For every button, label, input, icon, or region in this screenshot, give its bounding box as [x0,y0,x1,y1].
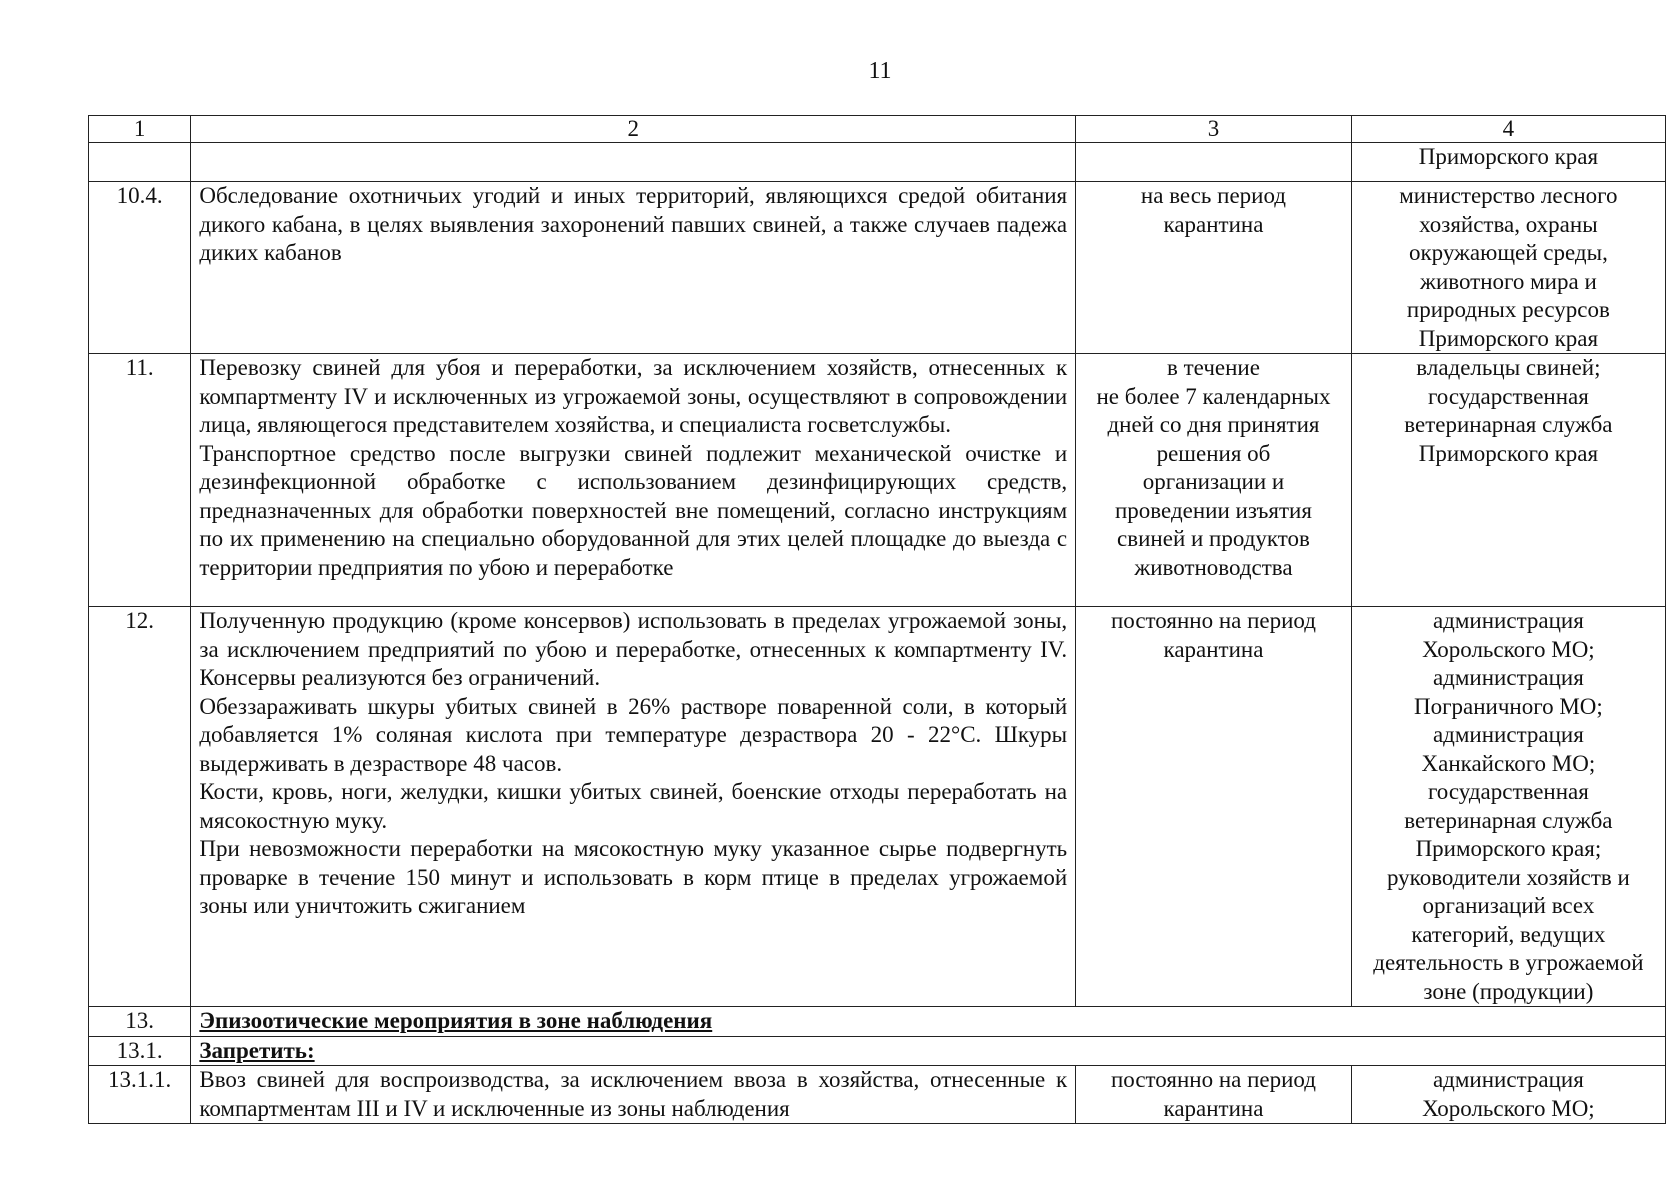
period-line: карантина [1163,636,1264,662]
responsible-line: организаций всех [1422,893,1595,918]
responsible-line: природных ресурсов [1406,297,1610,322]
period-line: не более 7 календарных [1096,383,1331,409]
measure-text [191,1066,1076,1124]
responsible-line: администрация [1432,608,1584,633]
period-line: карантина [1163,211,1264,237]
measure-text [191,354,1076,607]
responsible-line: Пограничного МО; [1413,693,1603,719]
measure-text [191,143,1076,182]
measure-paragraph: При невозможности переработки на мясокостную муку указанное сырье подвергнуть проварке в течение 150 минут и использовать в корм птице в пределах угрожаемой зоны или уничтожить сжиганием [199,836,1068,918]
period-cell [1076,607,1352,1007]
table-row [89,1066,1666,1124]
period-line: организации и [1142,469,1285,494]
table-header-row [89,116,1666,143]
responsible-line: администрация [1432,1067,1584,1092]
responsible-line: Приморского края [1418,144,1599,169]
section-heading: Эпизоотические мероприятия в зоне наблюдения [191,1007,1666,1037]
row-number: 13.1. [89,1036,191,1066]
responsible-cell [1351,607,1665,1007]
responsible-line: государственная [1427,779,1589,804]
responsible-line: деятельность в угрожаемой [1373,950,1644,975]
period-line: проведении изъятия [1115,497,1312,523]
row-number: 13.1.1. [89,1066,191,1124]
table-row [89,1036,1666,1066]
responsible-line: Приморского края; [1415,836,1602,861]
column-header: 2 [191,116,1076,143]
row-number: 11. [89,354,191,607]
period-line: дней со дня принятия [1107,412,1320,437]
table-row [89,143,1666,182]
period-line: решения об [1156,440,1271,466]
period-cell [1076,354,1352,607]
section-heading: Запретить: [191,1036,1666,1066]
responsible-cell [1351,143,1665,182]
responsible-line: окружающей среды, [1408,240,1608,265]
period-line: в течение [1167,355,1260,380]
measure-paragraph: Кости, кровь, ноги, желудки, кишки убитых свиней, боенские отходы переработать на мясокостную муку. [199,779,1068,833]
table-row [89,182,1666,354]
responsible-line: Хорольского МО; [1422,1095,1595,1121]
responsible-line: Приморского края [1418,325,1599,351]
responsible-line: Приморского края [1418,440,1599,466]
column-header: 4 [1351,116,1665,143]
row-number: 13. [89,1007,191,1037]
responsible-line: ветеринарная служба [1404,412,1613,437]
responsible-line: министерство лесного [1399,183,1618,208]
period-cell [1076,182,1352,354]
row-number: 10.4. [89,182,191,354]
period-cell [1076,143,1352,182]
responsible-line: хозяйства, охраны [1419,211,1598,237]
measure-text [191,607,1076,1007]
row-number [89,143,191,182]
period-line: свиней и продуктов [1117,526,1310,551]
period-line: животноводства [1134,554,1293,580]
responsible-line: Ханкайского МО; [1421,750,1596,776]
responsible-line: руководители хозяйств и [1386,864,1630,890]
responsible-cell [1351,182,1665,354]
responsible-line: животного мира и [1420,268,1597,294]
period-line: постоянно на период [1110,1067,1316,1092]
responsible-line: администрация [1432,665,1584,690]
period-line: постоянно на период [1110,608,1316,633]
table-row [89,1007,1666,1037]
measures-table [88,115,1666,1124]
responsible-line: администрация [1432,722,1584,747]
responsible-line: ветеринарная служба [1404,807,1613,833]
measure-paragraph: Ввоз свиней для воспроизводства, за исключением ввоза в хозяйства, отнесенные к компартментам III и IV и исключенные из зоны наблюдения [199,1067,1068,1121]
measure-text [191,182,1076,354]
column-header: 3 [1076,116,1352,143]
responsible-line: зоне (продукции) [1423,978,1594,1004]
table-row [89,354,1666,607]
page-number: 11 [868,58,892,84]
responsible-cell [1351,1066,1665,1124]
responsible-line: категорий, ведущих [1411,921,1606,947]
period-line: на весь период [1140,183,1287,208]
measure-paragraph: Перевозку свиней для убоя и переработки, за исключением хозяйств, отнесенных к компартменту IV и исключенных из угрожаемой зоны, осуществляют в сопровождении лица, являющегося представителем хозяйства, и специалиста госветслужбы. [199,355,1068,437]
row-number: 12. [89,607,191,1007]
responsible-line: владельцы свиней; [1416,355,1601,380]
responsible-line: Хорольского МО; [1422,636,1595,662]
responsible-line: государственная [1427,383,1589,409]
period-line: карантина [1163,1095,1264,1121]
period-cell [1076,1066,1352,1124]
column-header: 1 [89,116,191,143]
responsible-cell [1351,354,1665,607]
measure-paragraph: Транспортное средство после выгрузки свиней подлежит механической очистке и дезинфекционной обработке с использованием дезинфицирующих средств, предназначенных для обработки поверхностей вне помещений, согласно инструкциям по их применению на специально оборудованной для этих целей площадке до выезда с территории предприятия по убою и переработке [199,440,1068,580]
measure-paragraph: Полученную продукцию (кроме консервов) использовать в пределах угрожаемой зоны, за исключением предприятий по убою и переработке, отнесенных к компартменту IV. Консервы реализуются без ограничений. [199,608,1068,690]
measure-paragraph: Обеззараживать шкуры убитых свиней в 26% растворе поваренной соли, в который добавляется 1% соляная кислота при температуре дезраствора 20 - 22°С. Шкуры выдерживать в дезрастворе 48 часов. [199,693,1068,776]
table-row [89,607,1666,1007]
measure-paragraph: Обследование охотничьих угодий и иных территорий, являющихся средой обитания дикого кабана, в целях выявления захоронений павших свиней, а также случаев падежа диких кабанов [199,183,1068,265]
